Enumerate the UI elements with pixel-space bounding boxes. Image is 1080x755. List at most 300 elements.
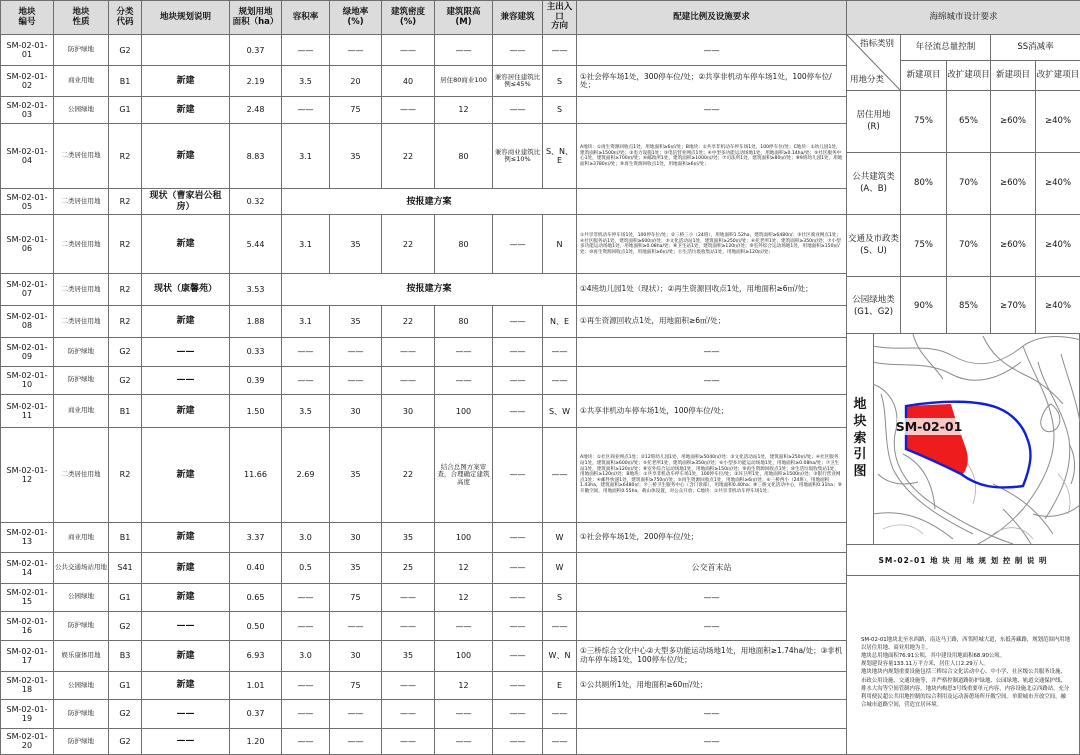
table-row — [1, 96, 847, 123]
plot-id-cell: SM-02-01-04 — [1, 124, 54, 189]
facility-req-cell: ①共享非机动车停车场1处，100停车位/处； — [577, 394, 847, 427]
compatible-building-cell: —— — [493, 728, 543, 754]
plan-note-cell: 新建 — [142, 641, 230, 671]
compatible-building-cell: 兼容居住建筑比例≤45% — [493, 66, 543, 96]
sponge-row — [847, 277, 1080, 337]
map-side-char: 索 — [853, 430, 867, 446]
map-side-char: 地 — [853, 396, 867, 412]
plan-note-cell: —— — [142, 366, 230, 394]
category-code-cell: B3 — [109, 641, 142, 671]
area-cell: 3.37 — [230, 522, 282, 552]
plan-note-cell: 新建 — [142, 305, 230, 337]
plan-note-cell: 新建 — [142, 394, 230, 427]
land-nature-cell: 防护绿地 — [54, 728, 109, 754]
height-limit-cell: 居住80商业100 — [435, 66, 493, 96]
entry-direction-cell: W — [543, 522, 577, 552]
table-row — [1, 611, 847, 640]
entry-direction-cell: —— — [543, 700, 577, 728]
entry-direction-cell: N、E — [543, 305, 577, 337]
height-limit-cell: —— — [435, 366, 493, 394]
entry-direction-cell: S、W — [543, 394, 577, 427]
header-cell: 配建比例及设施要求 — [577, 1, 847, 35]
plot-id-cell: SM-02-01-12 — [1, 428, 54, 522]
land-class-cell: 公共建筑类 (A、B) — [847, 153, 901, 215]
sponge-city-table — [846, 0, 1080, 337]
category-code-cell: B1 — [109, 522, 142, 552]
table-row — [1, 700, 847, 728]
area-cell: 6.93 — [230, 641, 282, 671]
green-rate-cell: 30 — [330, 522, 382, 552]
entry-direction-cell: —— — [543, 728, 577, 754]
area-cell: 3.53 — [230, 274, 282, 305]
green-rate-cell: 35 — [330, 215, 382, 274]
green-rate-cell: 35 — [330, 124, 382, 189]
map-side-char: 图 — [853, 464, 867, 480]
facility-req-cell: —— — [577, 728, 847, 754]
far-cell: —— — [282, 338, 330, 366]
area-cell: 1.01 — [230, 671, 282, 699]
height-limit-cell: 12 — [435, 671, 493, 699]
sponge-value-cell: 90% — [901, 277, 947, 337]
plot-id-cell: SM-02-01-08 — [1, 305, 54, 337]
area-cell: 0.33 — [230, 338, 282, 366]
height-limit-cell: 80 — [435, 124, 493, 189]
plot-id-cell: SM-02-01-03 — [1, 96, 54, 123]
land-nature-cell: 二类居住用地 — [54, 189, 109, 215]
plan-note-cell: 新建 — [142, 96, 230, 123]
density-cell: 25 — [382, 553, 435, 583]
merged-scheme-cell: 按报建方案 — [282, 274, 577, 305]
density-cell: 22 — [382, 215, 435, 274]
entry-direction-cell: —— — [543, 366, 577, 394]
category-code-cell: G1 — [109, 96, 142, 123]
land-nature-cell: 公园绿地 — [54, 671, 109, 699]
far-cell: —— — [282, 671, 330, 699]
height-limit-cell: 100 — [435, 394, 493, 427]
header-cell: 地块 编号 — [1, 1, 54, 35]
land-nature-cell: 商业用地 — [54, 66, 109, 96]
area-cell: 2.19 — [230, 66, 282, 96]
green-rate-cell: —— — [330, 611, 382, 640]
sponge-title: 海绵城市设计要求 — [847, 1, 1080, 35]
far-cell: —— — [282, 366, 330, 394]
compatible-building-cell: 兼容商业建筑比例≤10% — [493, 124, 543, 189]
sponge-value-cell: 75% — [901, 215, 947, 277]
area-cell: 0.37 — [230, 700, 282, 728]
land-nature-cell: 二类居住用地 — [54, 124, 109, 189]
notes-text: SM-02-01地块北至水西路，南达马王路，西邻照城大道，东抵善藏路，规划范围内用地以居住用地、商业用地为主。 地块总用地面积76.91公顷，其中建设用地面积68.90公顷。 规划建设容量133.11万平方米，居住人口2.29万人。 地块地块内规划重要设施包括三桥综合文化活动中心、中小学、社区级公共服务设施、市政公用设施、交通设施等，并严格控制道路防护绿地、公园绿地、轨道交通保护线、排水大沟等空间管制内容。地块内构思3号线重要单元内容，内容设施北京西路站，充分利用便民超公共用地控制的综合利用及运动游憩场所开敞空间。单联城市开放空间，融合城市道路空间，营造宜居环境。 — [861, 637, 1070, 708]
merged-scheme-cell: 按报建方案 — [282, 189, 577, 215]
density-cell: 22 — [382, 305, 435, 337]
plan-note-cell: —— — [142, 611, 230, 640]
compatible-building-cell: —— — [493, 338, 543, 366]
entry-direction-cell: —— — [543, 428, 577, 522]
facility-req-cell: —— — [577, 583, 847, 611]
plot-id-cell: SM-02-01-10 — [1, 366, 54, 394]
area-cell: 0.37 — [230, 35, 282, 66]
block-index-map — [846, 333, 1080, 545]
plot-id-cell: SM-02-01-20 — [1, 728, 54, 754]
table-row — [1, 338, 847, 366]
category-code-cell: R2 — [109, 428, 142, 522]
entry-direction-cell: —— — [543, 35, 577, 66]
green-rate-cell: 75 — [330, 96, 382, 123]
green-rate-cell: 35 — [330, 428, 382, 522]
density-cell: —— — [382, 366, 435, 394]
category-code-cell: G2 — [109, 366, 142, 394]
category-code-cell: G2 — [109, 728, 142, 754]
land-nature-cell: 防护绿地 — [54, 611, 109, 640]
table-row — [1, 394, 847, 427]
compatible-building-cell: —— — [493, 394, 543, 427]
area-cell: 0.40 — [230, 553, 282, 583]
table-row — [1, 366, 847, 394]
height-limit-cell: 80 — [435, 305, 493, 337]
density-cell: 35 — [382, 522, 435, 552]
green-rate-cell: —— — [330, 728, 382, 754]
sub-header: 改扩建项目 — [947, 61, 991, 91]
header-cell: 绿地率 (%) — [330, 1, 382, 35]
far-cell: —— — [282, 611, 330, 640]
far-cell: 3.0 — [282, 641, 330, 671]
plot-id-cell: SM-02-01-06 — [1, 215, 54, 274]
height-limit-cell: 100 — [435, 641, 493, 671]
category-code-cell: G2 — [109, 611, 142, 640]
category-code-cell: S41 — [109, 553, 142, 583]
height-limit-cell: 结合总图方案审查，合理确定建筑高度 — [435, 428, 493, 522]
header-cell: 兼容建筑 — [493, 1, 543, 35]
facility-req-cell: ①共享非机动车停车场1处，100停车位/处；②三桥三小（24班），用地面积1.52ha，建筑面积≥6480㎡；③社区商业网点1处；④社区服务站1处，建筑面积≥600㎡/处；⑤文化活动站1处，建筑面积≥250㎡/处；⑥托老所1处，建筑面积≥350㎡/处；⑦小型多功能运动场地1处，用地面积≥0.08ha/处；⑧卫生站1处，建筑面积≥120㎡/处；⑨室外综合运动场地1处，用地面积≥150㎡/处；⑩再生资源回收点1处，用地面积≥6㎡/处；⑪生活垃圾收集站1处，用地面积≥120㎡/处； — [577, 215, 847, 274]
far-cell: 0.5 — [282, 553, 330, 583]
land-nature-cell: 公园绿地 — [54, 96, 109, 123]
sponge-value-cell: 85% — [947, 277, 991, 337]
facility-req-cell: —— — [577, 611, 847, 640]
far-cell: —— — [282, 728, 330, 754]
entry-direction-cell: S — [543, 66, 577, 96]
category-code-cell: R2 — [109, 215, 142, 274]
facility-req-cell: —— — [577, 366, 847, 394]
facility-req-cell: ①社会停车场1处，300停车位/处；②共享非机动车停车场1处，100停车位/处； — [577, 66, 847, 96]
green-rate-cell: 35 — [330, 305, 382, 337]
plot-id-cell: SM-02-01-13 — [1, 522, 54, 552]
table-row — [1, 641, 847, 671]
height-limit-cell: —— — [435, 611, 493, 640]
category-code-cell: G2 — [109, 338, 142, 366]
entry-direction-cell: W、N — [543, 641, 577, 671]
entry-direction-cell: N — [543, 215, 577, 274]
block-code-label: SM-02-01 — [895, 419, 963, 434]
index-map-graphic — [873, 334, 1080, 544]
height-limit-cell: 12 — [435, 553, 493, 583]
plan-note-cell: 现状（康馨苑） — [142, 274, 230, 305]
land-nature-cell: 二类居住用地 — [54, 428, 109, 522]
land-nature-cell: 二类居住用地 — [54, 305, 109, 337]
density-cell: 22 — [382, 124, 435, 189]
entry-direction-cell: —— — [543, 611, 577, 640]
right-panel — [846, 0, 1080, 755]
category-code-cell: G1 — [109, 671, 142, 699]
sponge-value-cell: ≥40% — [1036, 91, 1080, 153]
green-rate-cell: —— — [330, 700, 382, 728]
compatible-building-cell: —— — [493, 671, 543, 699]
plan-note-cell: 新建 — [142, 124, 230, 189]
plan-note-cell: —— — [142, 728, 230, 754]
sponge-row — [847, 153, 1080, 215]
far-cell: 3.1 — [282, 305, 330, 337]
plot-id-cell: SM-02-01-14 — [1, 553, 54, 583]
map-side-char: 块 — [853, 413, 867, 429]
density-cell: —— — [382, 96, 435, 123]
area-cell: 11.66 — [230, 428, 282, 522]
plot-id-cell: SM-02-01-02 — [1, 66, 54, 96]
compatible-building-cell: —— — [493, 428, 543, 522]
compatible-building-cell: —— — [493, 641, 543, 671]
density-cell: 30 — [382, 394, 435, 427]
density-cell: —— — [382, 671, 435, 699]
area-cell: 1.88 — [230, 305, 282, 337]
category-code-cell: G2 — [109, 35, 142, 66]
land-nature-cell: 防护绿地 — [54, 366, 109, 394]
far-cell: 3.5 — [282, 394, 330, 427]
header-cell: 主出入口 方向 — [543, 1, 577, 35]
table-row — [1, 215, 847, 274]
sponge-value-cell: ≥70% — [991, 277, 1036, 337]
empty-cell — [577, 189, 847, 215]
entry-direction-cell: S、N、E — [543, 124, 577, 189]
compatible-building-cell: —— — [493, 215, 543, 274]
area-cell: 1.20 — [230, 728, 282, 754]
height-limit-cell: 12 — [435, 583, 493, 611]
notes-title: SM-02-01 地 块 用 地 规 划 控 制 说 明 — [847, 545, 1079, 576]
map-side-char: 引 — [853, 447, 867, 463]
plot-id-cell: SM-02-01-16 — [1, 611, 54, 640]
area-cell: 0.39 — [230, 366, 282, 394]
facility-req-cell: ①三桥综合文化中心②大型多功能运动场地1处，用地面积≥1.74ha/处；③非机动车停车场1处，100停车位/处； — [577, 641, 847, 671]
group-ss: SS消减率 — [991, 35, 1080, 61]
compatible-building-cell: —— — [493, 366, 543, 394]
land-nature-cell: 防护绿地 — [54, 35, 109, 66]
green-rate-cell: —— — [330, 366, 382, 394]
road-network — [873, 334, 1080, 544]
sponge-row — [847, 91, 1080, 153]
compatible-building-cell: —— — [493, 611, 543, 640]
category-code-cell: G1 — [109, 583, 142, 611]
plot-id-cell: SM-02-01-07 — [1, 274, 54, 305]
land-nature-cell: 娱乐康体用地 — [54, 641, 109, 671]
entry-direction-cell: E — [543, 671, 577, 699]
table-row — [1, 305, 847, 337]
compatible-building-cell: —— — [493, 553, 543, 583]
diag-top-label: 指标类别 — [859, 39, 894, 49]
far-cell: —— — [282, 700, 330, 728]
area-cell: 2.48 — [230, 96, 282, 123]
far-cell: —— — [282, 96, 330, 123]
plot-id-cell: SM-02-01-09 — [1, 338, 54, 366]
map-side-label — [847, 334, 874, 544]
table-header-row — [1, 1, 847, 35]
category-code-cell: B1 — [109, 66, 142, 96]
land-nature-cell: 防护绿地 — [54, 700, 109, 728]
green-rate-cell: 35 — [330, 553, 382, 583]
sub-header: 新建项目 — [991, 61, 1036, 91]
category-code-cell: G2 — [109, 700, 142, 728]
density-cell: —— — [382, 338, 435, 366]
green-rate-cell: 30 — [330, 394, 382, 427]
area-cell: 1.50 — [230, 394, 282, 427]
density-cell: —— — [382, 583, 435, 611]
density-cell: —— — [382, 611, 435, 640]
green-rate-cell: 30 — [330, 641, 382, 671]
sponge-value-cell: 75% — [901, 91, 947, 153]
plot-id-cell: SM-02-01-01 — [1, 35, 54, 66]
header-cell: 地块规划说明 — [142, 1, 230, 35]
far-cell: —— — [282, 583, 330, 611]
entry-direction-cell: —— — [543, 338, 577, 366]
compatible-building-cell: —— — [493, 35, 543, 66]
compatible-building-cell: —— — [493, 700, 543, 728]
facility-req-cell: 公交首末站 — [577, 553, 847, 583]
land-nature-cell: 商业用地 — [54, 394, 109, 427]
category-code-cell: B1 — [109, 394, 142, 427]
sponge-value-cell: 70% — [947, 153, 991, 215]
sponge-value-cell: ≥60% — [991, 215, 1036, 277]
table-row — [1, 671, 847, 699]
table-row — [1, 728, 847, 754]
land-nature-cell: 二类居住用地 — [54, 215, 109, 274]
compatible-building-cell: —— — [493, 583, 543, 611]
area-cell: 8.83 — [230, 124, 282, 189]
height-limit-cell: 80 — [435, 215, 493, 274]
far-cell: 2.69 — [282, 428, 330, 522]
height-limit-cell: —— — [435, 728, 493, 754]
plan-note-cell: —— — [142, 700, 230, 728]
far-cell: 3.5 — [282, 66, 330, 96]
plan-note-cell: —— — [142, 338, 230, 366]
plan-note-cell: 现状（曹家岩公租房） — [142, 189, 230, 215]
sponge-value-cell: ≥60% — [991, 91, 1036, 153]
green-rate-cell: —— — [330, 35, 382, 66]
height-limit-cell: —— — [435, 338, 493, 366]
plan-note-cell: 新建 — [142, 66, 230, 96]
green-rate-cell: 75 — [330, 671, 382, 699]
plan-note-cell — [142, 35, 230, 66]
sponge-value-cell: ≥40% — [1036, 153, 1080, 215]
plot-id-cell: SM-02-01-11 — [1, 394, 54, 427]
facility-req-cell: ①公共厕所1处，用地面积≥60㎡/处； — [577, 671, 847, 699]
plan-note-cell: 新建 — [142, 671, 230, 699]
table-row — [1, 66, 847, 96]
header-cell: 建筑限高 (M) — [435, 1, 493, 35]
facility-req-cell: —— — [577, 338, 847, 366]
plot-id-cell: SM-02-01-17 — [1, 641, 54, 671]
table-row — [1, 553, 847, 583]
facility-req-cell: ①再生资源回收点1处，用地面积≥6㎡/处； — [577, 305, 847, 337]
land-class-cell: 居住用地 (R) — [847, 91, 901, 153]
control-notes — [846, 545, 1080, 755]
table-row — [1, 428, 847, 522]
sponge-value-cell: ≥40% — [1036, 277, 1080, 337]
plan-note-cell: 新建 — [142, 428, 230, 522]
table-row — [1, 189, 847, 215]
land-nature-cell: 公共交通场站用地 — [54, 553, 109, 583]
sub-header: 改扩建项目 — [1036, 61, 1080, 91]
density-cell: —— — [382, 700, 435, 728]
header-cell: 建筑密度 (%) — [382, 1, 435, 35]
group-runoff: 年径流总量控制 — [901, 35, 991, 61]
category-code-cell: R2 — [109, 274, 142, 305]
table-row — [1, 124, 847, 189]
sponge-value-cell: 80% — [901, 153, 947, 215]
density-cell: 22 — [382, 428, 435, 522]
facility-req-cell: —— — [577, 96, 847, 123]
header-cell: 规划用地 面积（ha） — [230, 1, 282, 35]
area-cell: 0.32 — [230, 189, 282, 215]
facility-req-cell: A地块：①再生资源回收点1处，用地面积≥6㎡/处；B地块：①共享非机动车停车场1处，100停车位/处；C地块：①幼儿园1处，建筑面积≥1500㎡/处；②电力设施1处；③电信营业网点1处；④中型多功能运动场地1处，用地面积≥0.14ha/处；⑤社区服务中心1处，建筑面积≥700㎡/处；⑥邮政所1处，建筑面积≥1000㎡/处；⑦司法所1处，建筑面积≥80㎡/处；⑧9班幼儿园1处，用地面积≥3780㎡/处；⑨再生资源回收点1处，用地面积≥6㎡/处； — [577, 124, 847, 189]
land-class-cell: 公园绿地类 (G1、G2) — [847, 277, 901, 337]
sponge-value-cell: 70% — [947, 215, 991, 277]
compatible-building-cell: —— — [493, 305, 543, 337]
height-limit-cell: 100 — [435, 522, 493, 552]
land-nature-cell: 商业用地 — [54, 522, 109, 552]
compatible-building-cell: —— — [493, 522, 543, 552]
plot-id-cell: SM-02-01-18 — [1, 671, 54, 699]
land-nature-cell: 二类居住用地 — [54, 274, 109, 305]
land-class-cell: 交通及市政类 (S、U) — [847, 215, 901, 277]
facility-req-cell: ①4班幼儿园1处（现状）；②再生资源回收点1处，用地面积≥6㎡/处； — [577, 274, 847, 305]
table-row — [1, 35, 847, 66]
table-row — [1, 274, 847, 305]
far-cell: 3.1 — [282, 215, 330, 274]
height-limit-cell: 12 — [435, 96, 493, 123]
header-cell: 分类 代码 — [109, 1, 142, 35]
height-limit-cell: —— — [435, 35, 493, 66]
facility-req-cell: A地块：①社区商业网点1处；②12班幼儿园1处，用地面积≥5040㎡/处；③文化活动站1处，建筑面积≥250㎡/处；④社区服务站1处，建筑面积≥600㎡/处；⑤托老所1处，建筑面积≥350㎡/处；⑥小型多功能运动场地1处，用地面积≥0.08ha/处；⑦卫生站1处，建筑面积≥120㎡/处；⑧室外综合运动场地1处，用地面积≥150㎡/处；⑨再生资源回收点1处；⑩生活垃圾收集站1处，用地面积≥120㎡/处；B地块：①共享非机动车停车场1处，100停车位/处；②环卫所1处，用地面积≥1500㎡/处；③银行营业网点1处；④邮件快递1处，建筑面积≥750㎡/处；⑤再生资源回收点1处，用地面积≥6㎡/处；⑥三桥西小（24班），用地面积1.43ha，建筑面积≥6480㎡；⑦三桥卫生服务中心（含门诊部），用地面积0.40ha；⑧三桥文化活动中心，用地面积0.31ha；⑨开敞空间，用地面积0.55ha，载山体设置，对公众开放；C地块：①共享非机动车停车场1处； — [577, 428, 847, 522]
density-cell: 40 — [382, 66, 435, 96]
entry-direction-cell: W — [543, 553, 577, 583]
density-cell: —— — [382, 35, 435, 66]
category-code-cell: R2 — [109, 305, 142, 337]
plot-id-cell: SM-02-01-15 — [1, 583, 54, 611]
sponge-value-cell: ≥40% — [1036, 215, 1080, 277]
sponge-value-cell: ≥60% — [991, 153, 1036, 215]
table-row — [1, 583, 847, 611]
header-cell: 地块 性质 — [54, 1, 109, 35]
far-cell: 3.0 — [282, 522, 330, 552]
diag-bottom-label: 用地分类 — [850, 74, 885, 85]
diagonal-header-cell — [847, 35, 901, 91]
area-cell: 0.65 — [230, 583, 282, 611]
density-cell: —— — [382, 728, 435, 754]
sub-header: 新建项目 — [901, 61, 947, 91]
plan-note-cell: 新建 — [142, 583, 230, 611]
table-row — [1, 522, 847, 552]
plan-note-cell: 新建 — [142, 215, 230, 274]
far-cell: 3.1 — [282, 124, 330, 189]
area-cell: 5.44 — [230, 215, 282, 274]
land-nature-cell: 防护绿地 — [54, 338, 109, 366]
far-cell: —— — [282, 35, 330, 66]
compatible-building-cell: —— — [493, 96, 543, 123]
category-code-cell: R2 — [109, 124, 142, 189]
facility-req-cell: ①社会停车场1处，200停车位/处； — [577, 522, 847, 552]
green-rate-cell: 20 — [330, 66, 382, 96]
sponge-value-cell: 65% — [947, 91, 991, 153]
facility-req-cell: —— — [577, 35, 847, 66]
plan-note-cell: 新建 — [142, 522, 230, 552]
plan-note-cell: 新建 — [142, 553, 230, 583]
area-cell: 0.50 — [230, 611, 282, 640]
green-rate-cell: 75 — [330, 583, 382, 611]
